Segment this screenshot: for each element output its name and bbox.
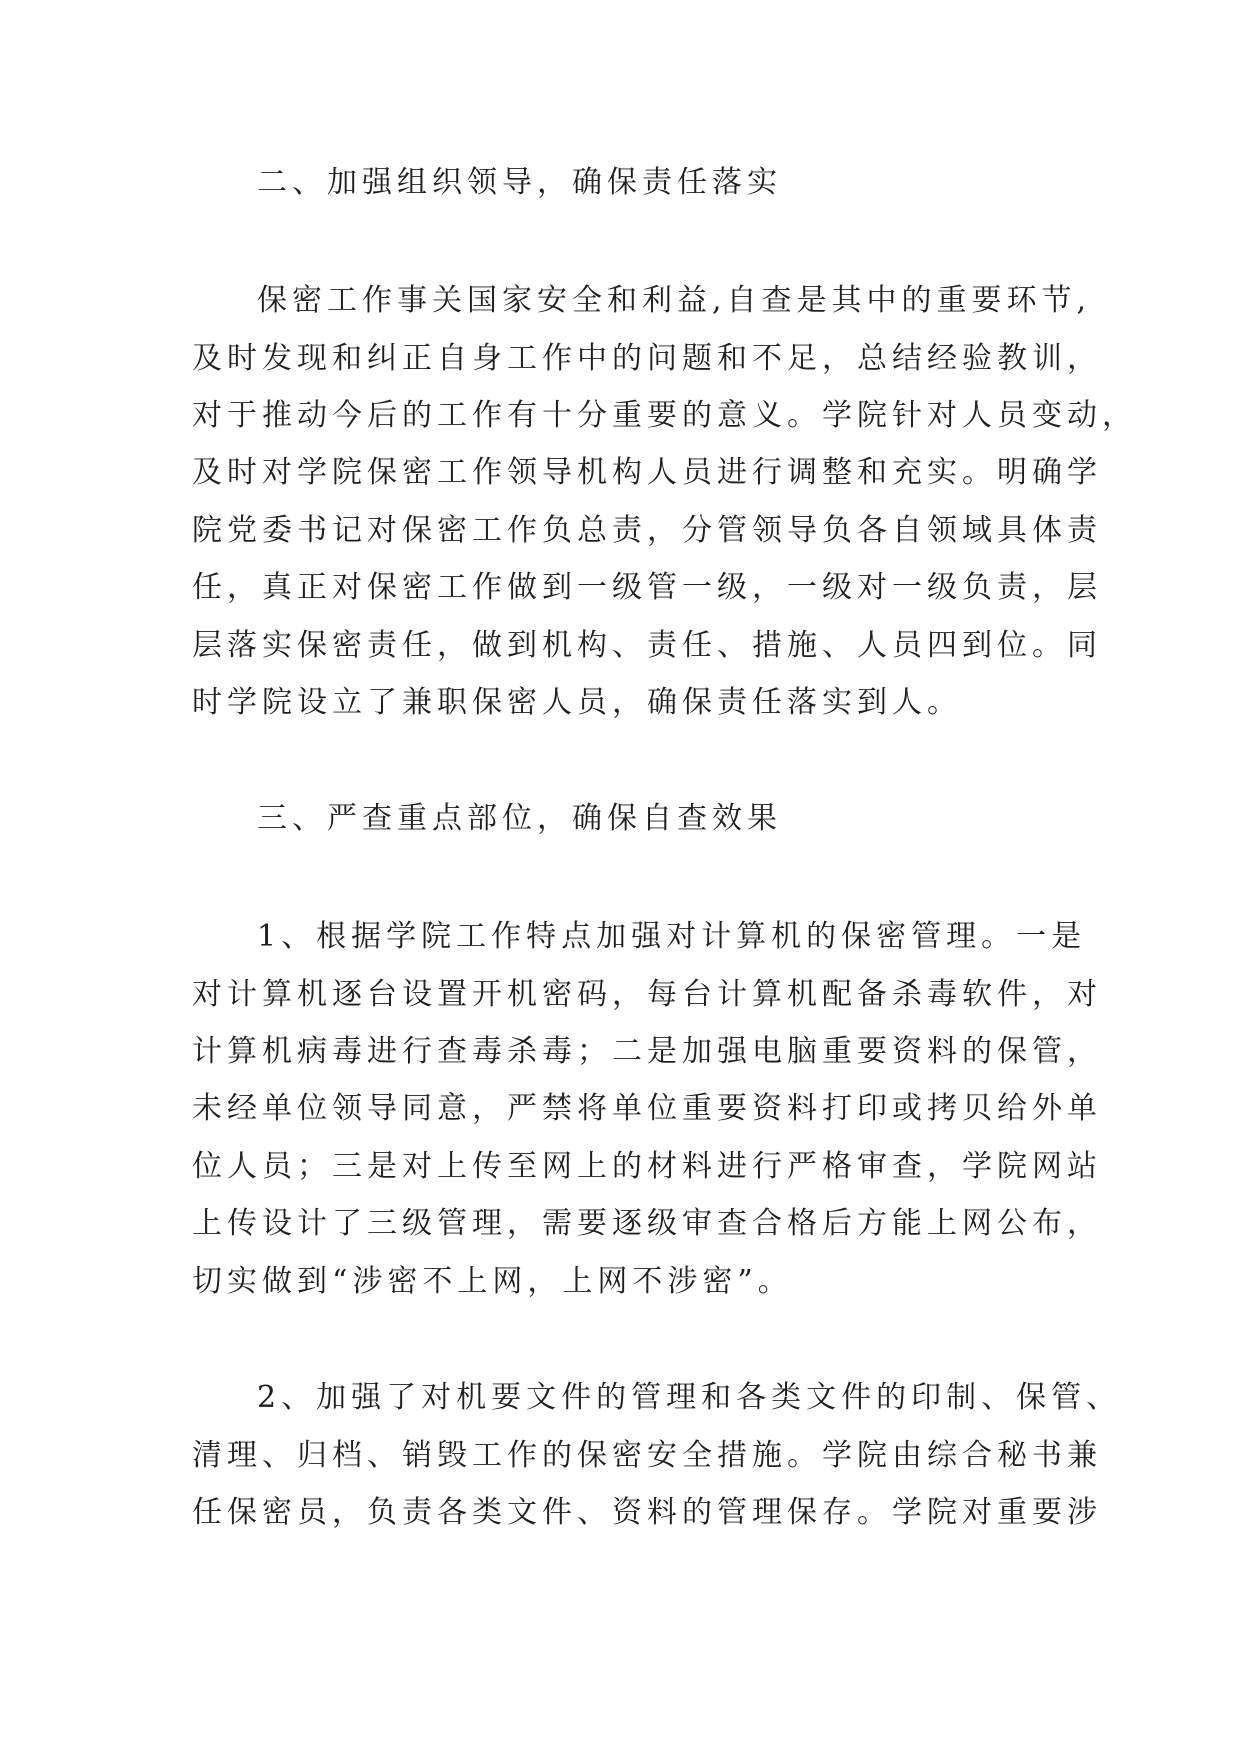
- paragraph-1-line: 及时对学院保密工作领导机构人员进行调整和充实。明确学: [192, 455, 1102, 490]
- paragraph-1-line: 时学院设立了兼职保密人员，确保责任落实到人。: [192, 685, 962, 720]
- paragraph-2-line: 1、根据学院工作特点加强对计算机的保密管理。一是: [257, 919, 1087, 954]
- paragraph-2-line: 未经单位领导同意，严禁将单位重要资料打印或拷贝给外单: [192, 1091, 1102, 1126]
- heading-2-text: 二、加强组织领导，确保责任落实: [257, 165, 782, 200]
- paragraph-3-line: 2、加强了对机要文件的管理和各类文件的印制、保管、: [257, 1380, 1122, 1415]
- paragraph-2-line: 切实做到“涉密不上网，上网不涉密”。: [192, 1264, 793, 1299]
- paragraph-2-line: 对计算机逐台设置开机密码，每台计算机配备杀毒软件，对: [192, 977, 1102, 1012]
- paragraph-1-line: 层落实保密责任，做到机构、责任、措施、人员四到位。同: [192, 628, 1102, 663]
- paragraph-3-line: 任保密员，负责各类文件、资料的管理保存。学院对重要涉: [192, 1495, 1102, 1530]
- paragraph-2-line: 位人员；三是对上传至网上的材料进行严格审查，学院网站: [192, 1149, 1102, 1184]
- paragraph-1-line: 保密工作事关国家安全和利益,自查是其中的重要环节,: [257, 283, 1092, 318]
- heading-3-text: 三、严查重点部位，确保自查效果: [257, 801, 782, 836]
- paragraph-2-line: 上传设计了三级管理，需要逐级审查合格后方能上网公布，: [192, 1206, 1102, 1241]
- paragraph-1-line: 对于推动今后的工作有十分重要的意义。学院针对人员变动，: [192, 398, 1137, 433]
- paragraph-1-line: 任，真正对保密工作做到一级管一级，一级对一级负责，层: [192, 570, 1102, 605]
- paragraph-2-line: 计算机病毒进行查毒杀毒；二是加强电脑重要资料的保管，: [192, 1034, 1102, 1069]
- paragraph-3-line: 清理、归档、销毁工作的保密安全措施。学院由综合秘书兼: [192, 1438, 1102, 1473]
- paragraph-1-line: 院党委书记对保密工作负总责，分管领导负各自领域具体责: [192, 513, 1102, 548]
- paragraph-1-line: 及时发现和纠正自身工作中的问题和不足，总结经验教训，: [192, 341, 1102, 376]
